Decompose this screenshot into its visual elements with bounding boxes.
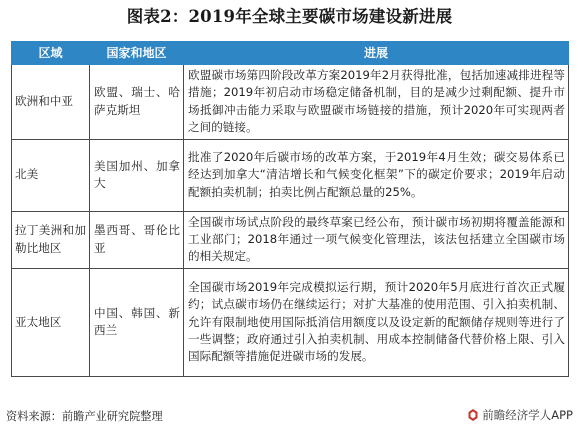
cell-progress: 全国碳市场2019年完成模拟运行期，预计2020年5月底进行首次正式履约；试点碳市场仍在继续运行；对扩大基准的使用范围、引入拍卖机制、允许有限制地使用国际抵消信用额度以及设定新的配额储存规则等进行了一些调整；政府通过引入拍卖机制、用成本控制储备代替价格上限、引入国际配额等措施促进碳市场的发展。 [184,268,569,376]
table-row [12,211,569,268]
brand-watermark [468,406,573,424]
cell-country: 美国加州、加拿大 [90,139,184,211]
cell-country: 中国、韩国、新西兰 [90,268,184,376]
cell-region: 北美 [12,139,90,211]
header-region: 区域 [12,42,90,65]
cell-region: 拉丁美洲和加勒比地区 [12,211,90,268]
table-row [12,268,569,376]
cell-region: 欧洲和中亚 [12,65,90,140]
brand-label: 前瞻经济学人APP [482,408,573,422]
table-row [12,139,569,211]
header-progress: 进展 [184,42,569,65]
cell-progress: 全国碳市场试点阶段的最终草案已经公布，预计碳市场初期将覆盖能源和工业部门；2018年通过一项气候变化管理法，该法包括建立全国碳市场的相关规定。 [184,211,569,268]
cell-country: 欧盟、瑞士、哈萨克斯坦 [90,65,184,140]
brand-logo-icon [468,409,478,421]
table-header-row [12,42,569,65]
carbon-market-table [11,41,569,377]
table-row [12,65,569,140]
cell-progress: 批准了2020年后碳市场的改革方案，于2019年4月生效；碳交易体系已经达到加拿大“清洁增长和气候变化框架”下的碳定价要求；2019年启动配额拍卖机制；拍卖比例占配额总量的25%。 [184,139,569,211]
table-container [11,41,568,377]
cell-country: 墨西哥、哥伦比亚 [90,211,184,268]
cell-progress: 欧盟碳市场第四阶段改革方案2019年2月获得批准，包括加速减排进程等措施；2019年初启动市场稳定储备机制，目的是减少过剩配额、提升市场抵御冲击能力采取与欧盟碳市场链接的措施，预计2020年可实现两者之间的链接。 [184,65,569,140]
source-note: 资料来源：前瞻产业研究院整理 [6,410,163,423]
header-country: 国家和地区 [90,42,184,65]
cell-region: 亚太地区 [12,268,90,376]
chart-title: 图表2：2019年全球主要碳市场建设新进展 [126,7,453,26]
